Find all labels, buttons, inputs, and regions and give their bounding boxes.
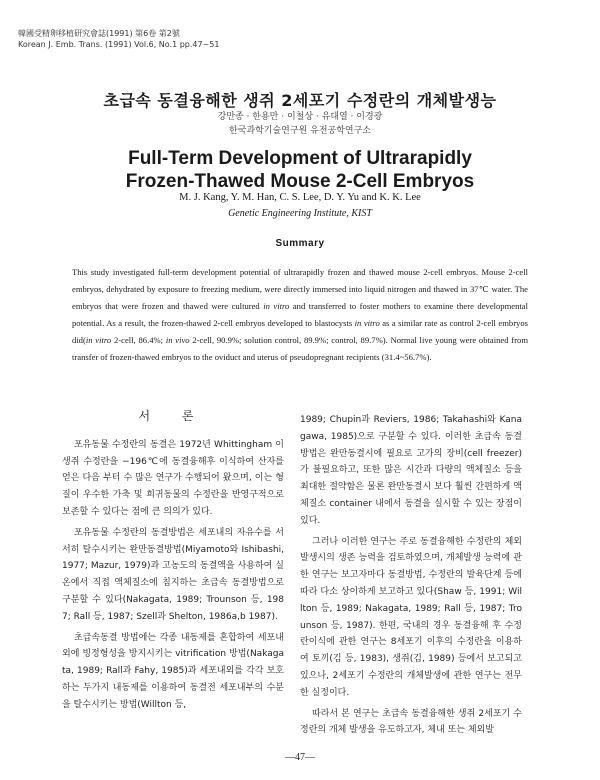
body-paragraph: 초급속동결 방법에는 각종 내동제를 혼합하여 세포내외에 빙정형성을 방지시키는 vitrification 방법(Nakagata, 1989; Rall과 Fahy, 1985)과 세포내외를 각각 보호하는 두가지 내동제를 이용하여 동결전 세포내부의 수분을 탈수시키는 방법(Willton 등, bbox=[62, 632, 284, 710]
summary-text bbox=[72, 264, 528, 366]
body-paragraph: 1989; Chupin과 Reviers, 1986; Takahashi와 Kanagawa, 1985)으로 구분할 수 있다. 이러한 초급속 동결방법은 완만동결시에 필요로 고가의 장비(cell freezer)가 불필요하고, 또한 많은 시간과 다량의 액체질소 등을 최대한 절약함은 물론 완만동결시 보다 훨씬 간편하게 액체질소 container 내에서 동결을 실시할 수 있는 장점이 있다. bbox=[300, 415, 522, 526]
english-authors: M. J. Kang, Y. M. Han, C. S. Lee, D. Y. Yu and K. K. Lee bbox=[179, 192, 421, 203]
english-title-line1: Full-Term Development of Ultrarapidly bbox=[128, 148, 472, 169]
summary-seg: and transferred to foster mothers to examine there developmental potential. As a result, the frozen-thawed 2-cell embryos developed to blastocysts bbox=[72, 301, 528, 328]
body-right-column bbox=[300, 412, 522, 743]
summary-italic: in vitro bbox=[85, 335, 112, 345]
english-title-line2: Frozen-Thawed Mouse 2-Cell Embryos bbox=[125, 171, 475, 192]
korean-title: 초급속 동결융해한 생쥐 2세포기 수정란의 개체발생능 bbox=[103, 91, 497, 110]
journal-header-english: Korean J. Emb. Trans. (1991) Vol.6, No.1 pp.47~51 bbox=[18, 40, 220, 49]
summary-italic: in vivo bbox=[165, 335, 190, 345]
summary-seg: This study investigated full-term development potential of ultrarapidly frozen and thawed mouse 2-cell embryos. Mouse 2-cell embryos, dehydrated by exposure to freezing medium, were directly immersed into liquid nitrogen and thawed in 37℃ water. The embryos that were frozen and thawed were cultured bbox=[72, 267, 528, 311]
page-number: —47— bbox=[285, 752, 315, 763]
body-paragraph: 따라서 본 연구는 초급속 동결융해한 생쥐 2세포기 수정란의 개체 발생을 유도하고자, 체내 또는 체외발 bbox=[300, 708, 522, 736]
body-paragraph: 그러나 이러한 연구는 주로 동결융해한 수정란의 체외 발생시의 생존 능력을 검토하였으며, 개체발생 능력에 관한 연구는 보고자마다 동결방법, 수정란의 발육단계 등에 따라 다소 상이하게 보고하고 있다(Shaw 등, 1991; Willton 등, 1989; Nakagata, 1989; Rall 등, 1987; Trounson 등, 1987). 한편, 국내의 경우 동결융해 후 수정란이식에 관한 연구는 8세포기 이후의 수정란을 이용하여 토끼(김 등, 1983), 생쥐(김, 1989) 등에서 보고되고 있으나, 2세포기 수정란의 개체발생에 관한 연구는 전무한 실정이다. bbox=[300, 536, 522, 698]
body-paragraph: 포유동물 수정란의 동결방법은 세포내의 자유수를 서서히 탈수시키는 완만동결방법(Miyamoto와 Ishibashi, 1977; Mazur, 1979)과 고농도의 동결액을 사용하여 실온에서 직접 액체질소에 침지하는 초급속 동결방법으로 구분할 수 있다(Nakagata, 1989; Trounson 등, 1987; Rall 등, 1987; Szell과 Shelton, 1986a,b 1987). bbox=[62, 527, 284, 622]
summary-seg: 2-cell, 86.4%; bbox=[111, 335, 166, 345]
english-title bbox=[0, 147, 600, 193]
english-affiliation: Genetic Engineering Institute, KIST bbox=[228, 208, 372, 219]
summary-italic: in vitro bbox=[263, 301, 290, 311]
summary-italic: in vitro bbox=[354, 318, 380, 328]
summary-heading: Summary bbox=[275, 238, 325, 249]
korean-affiliation: 한국과학기술연구원 유전공학연구소 bbox=[229, 126, 371, 136]
body-left-column bbox=[62, 408, 284, 718]
journal-header-korean: 韓國受精卵移植研究會誌(1991) 第6卷 第2號 bbox=[18, 29, 180, 38]
body-paragraph: 포유동물 수정란의 동결은 1972년 Whittingham 이 생쥐 수정란을 −196℃에 동결융해후 이식하여 산자를 얻은 다음 부터 수 많은 연구가 수행되어 왔으며, 이는 형질이 우수한 가축 및 희귀동물의 수정란을 반영구적으로 보존할 수 있다는 점에 큰 의의가 있다. bbox=[62, 439, 284, 517]
journal-header bbox=[18, 28, 219, 50]
summary-seg: as a similar rate as control 2-cell embryos did( bbox=[72, 318, 528, 345]
introduction-heading: 서 론 bbox=[138, 409, 208, 423]
korean-authors: 강만종 · 한용만 · 이철상 · 유대열 · 이경광 bbox=[217, 112, 383, 122]
summary-seg: 2-cell, 90.9%; solution control, 89.9%; control, 89.7%). Normal live young were obtained from transfer of frozen-thawed embryos to the oviduct and uterus of pseudopregnant recipients (31.4~56.7%). bbox=[72, 335, 528, 362]
